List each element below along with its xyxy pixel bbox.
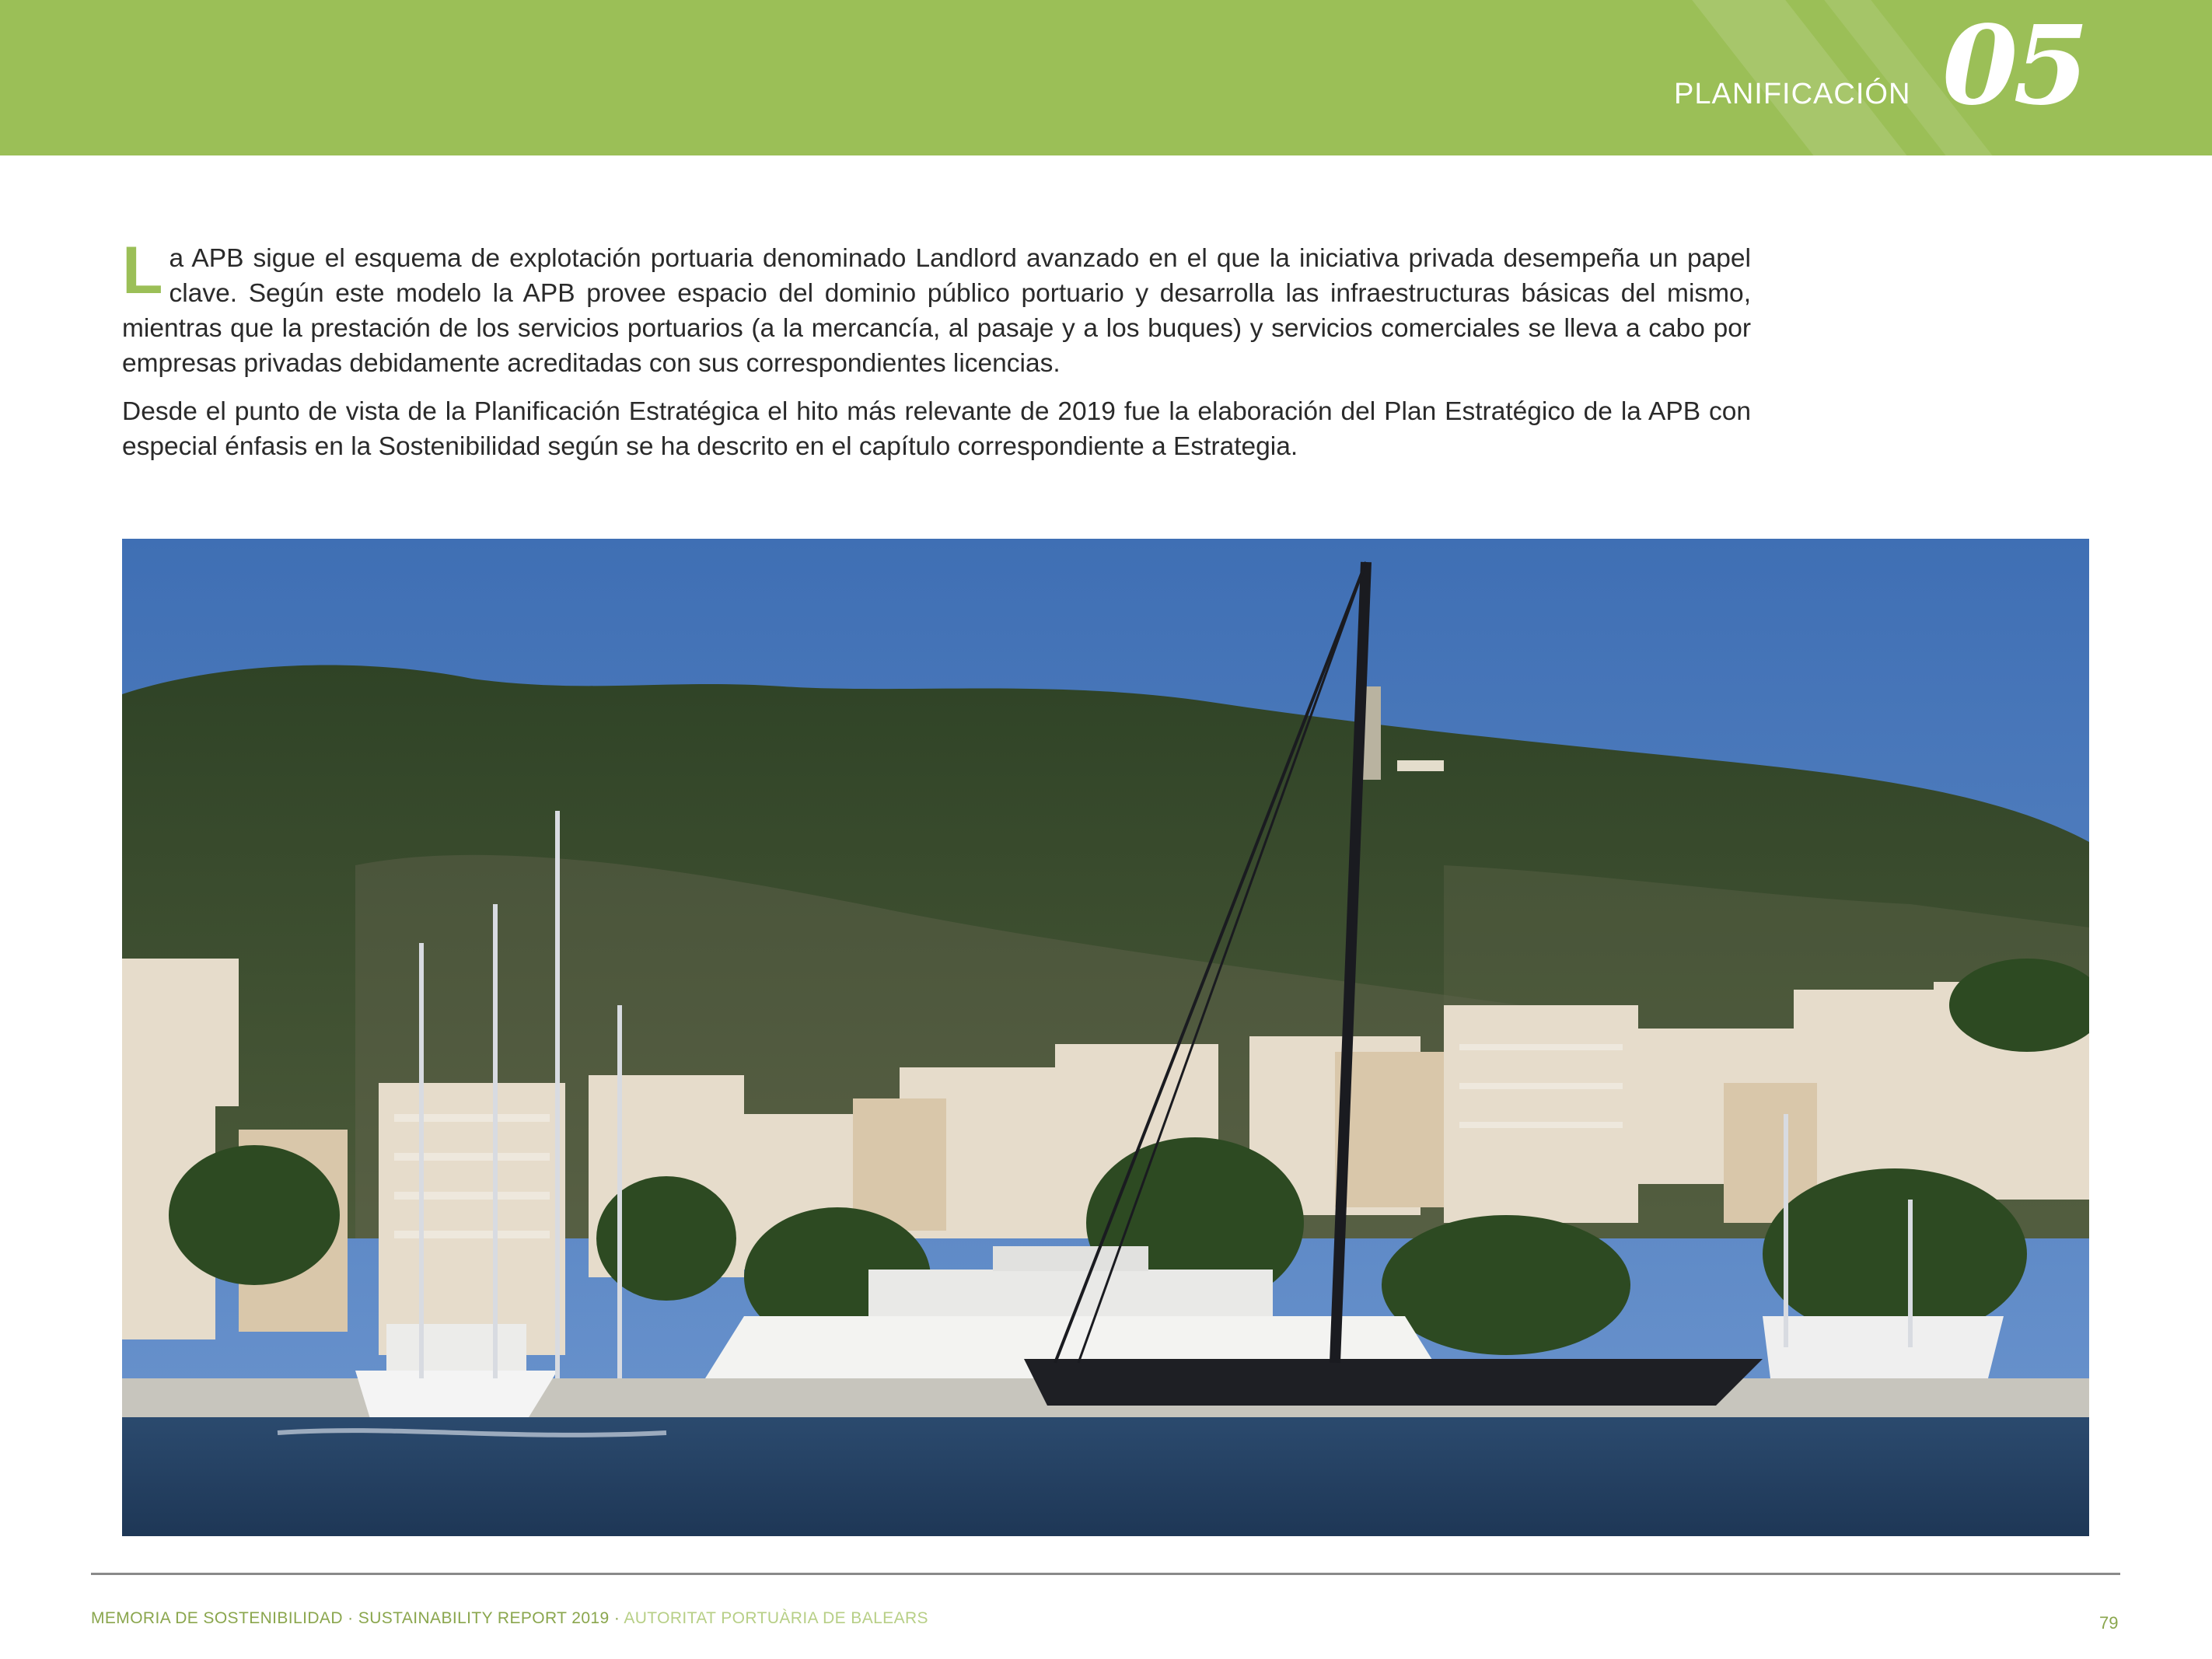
footer-report-title: MEMORIA DE SOSTENIBILIDAD xyxy=(91,1609,343,1627)
page-number: 79 xyxy=(2099,1613,2119,1633)
footer-separator: · xyxy=(342,1609,358,1627)
harbor-photo xyxy=(122,539,2089,1536)
footer xyxy=(91,1609,928,1628)
section-title: PLANIFICACIÓN xyxy=(1674,78,1911,110)
paragraph-1-text: a APB sigue el esquema de explotación portuaria denominado Landlord avanzado en el que la iniciativa privada desempeña un papel clave. Según este modelo la APB provee espacio del dominio público portuario y desarrolla las infraestructuras básicas del mismo, mientras que la prestación de los servicios portuarios (a la mercancía, al pasaje y a los buques) y servicios comerciales se lleva a cabo por empresas privadas debidamente acreditadas con sus correspondientes licencias. xyxy=(122,244,1751,378)
harbor-photo-illustration xyxy=(122,539,2089,1536)
chapter-number: 05 xyxy=(1942,2,2084,130)
footer-divider xyxy=(91,1573,2120,1575)
dropcap-letter: L xyxy=(122,233,163,308)
chapter-header-band xyxy=(0,0,2212,155)
footer-organization: AUTORITAT PORTUÀRIA DE BALEARS xyxy=(624,1609,928,1627)
paragraph-1 xyxy=(122,233,1751,381)
footer-separator: · xyxy=(609,1609,624,1627)
body-text xyxy=(122,233,1751,477)
paragraph-2: Desde el punto de vista de la Planificación Estratégica el hito más relevante de 2019 fue la elaboración del Plan Estratégico de la APB con especial énfasis en la Sostenibilidad según se ha descrito en el capítulo correspondiente a Estrategia. xyxy=(122,397,1751,461)
footer-report-title-en: SUSTAINABILITY REPORT 2019 xyxy=(358,1609,610,1627)
